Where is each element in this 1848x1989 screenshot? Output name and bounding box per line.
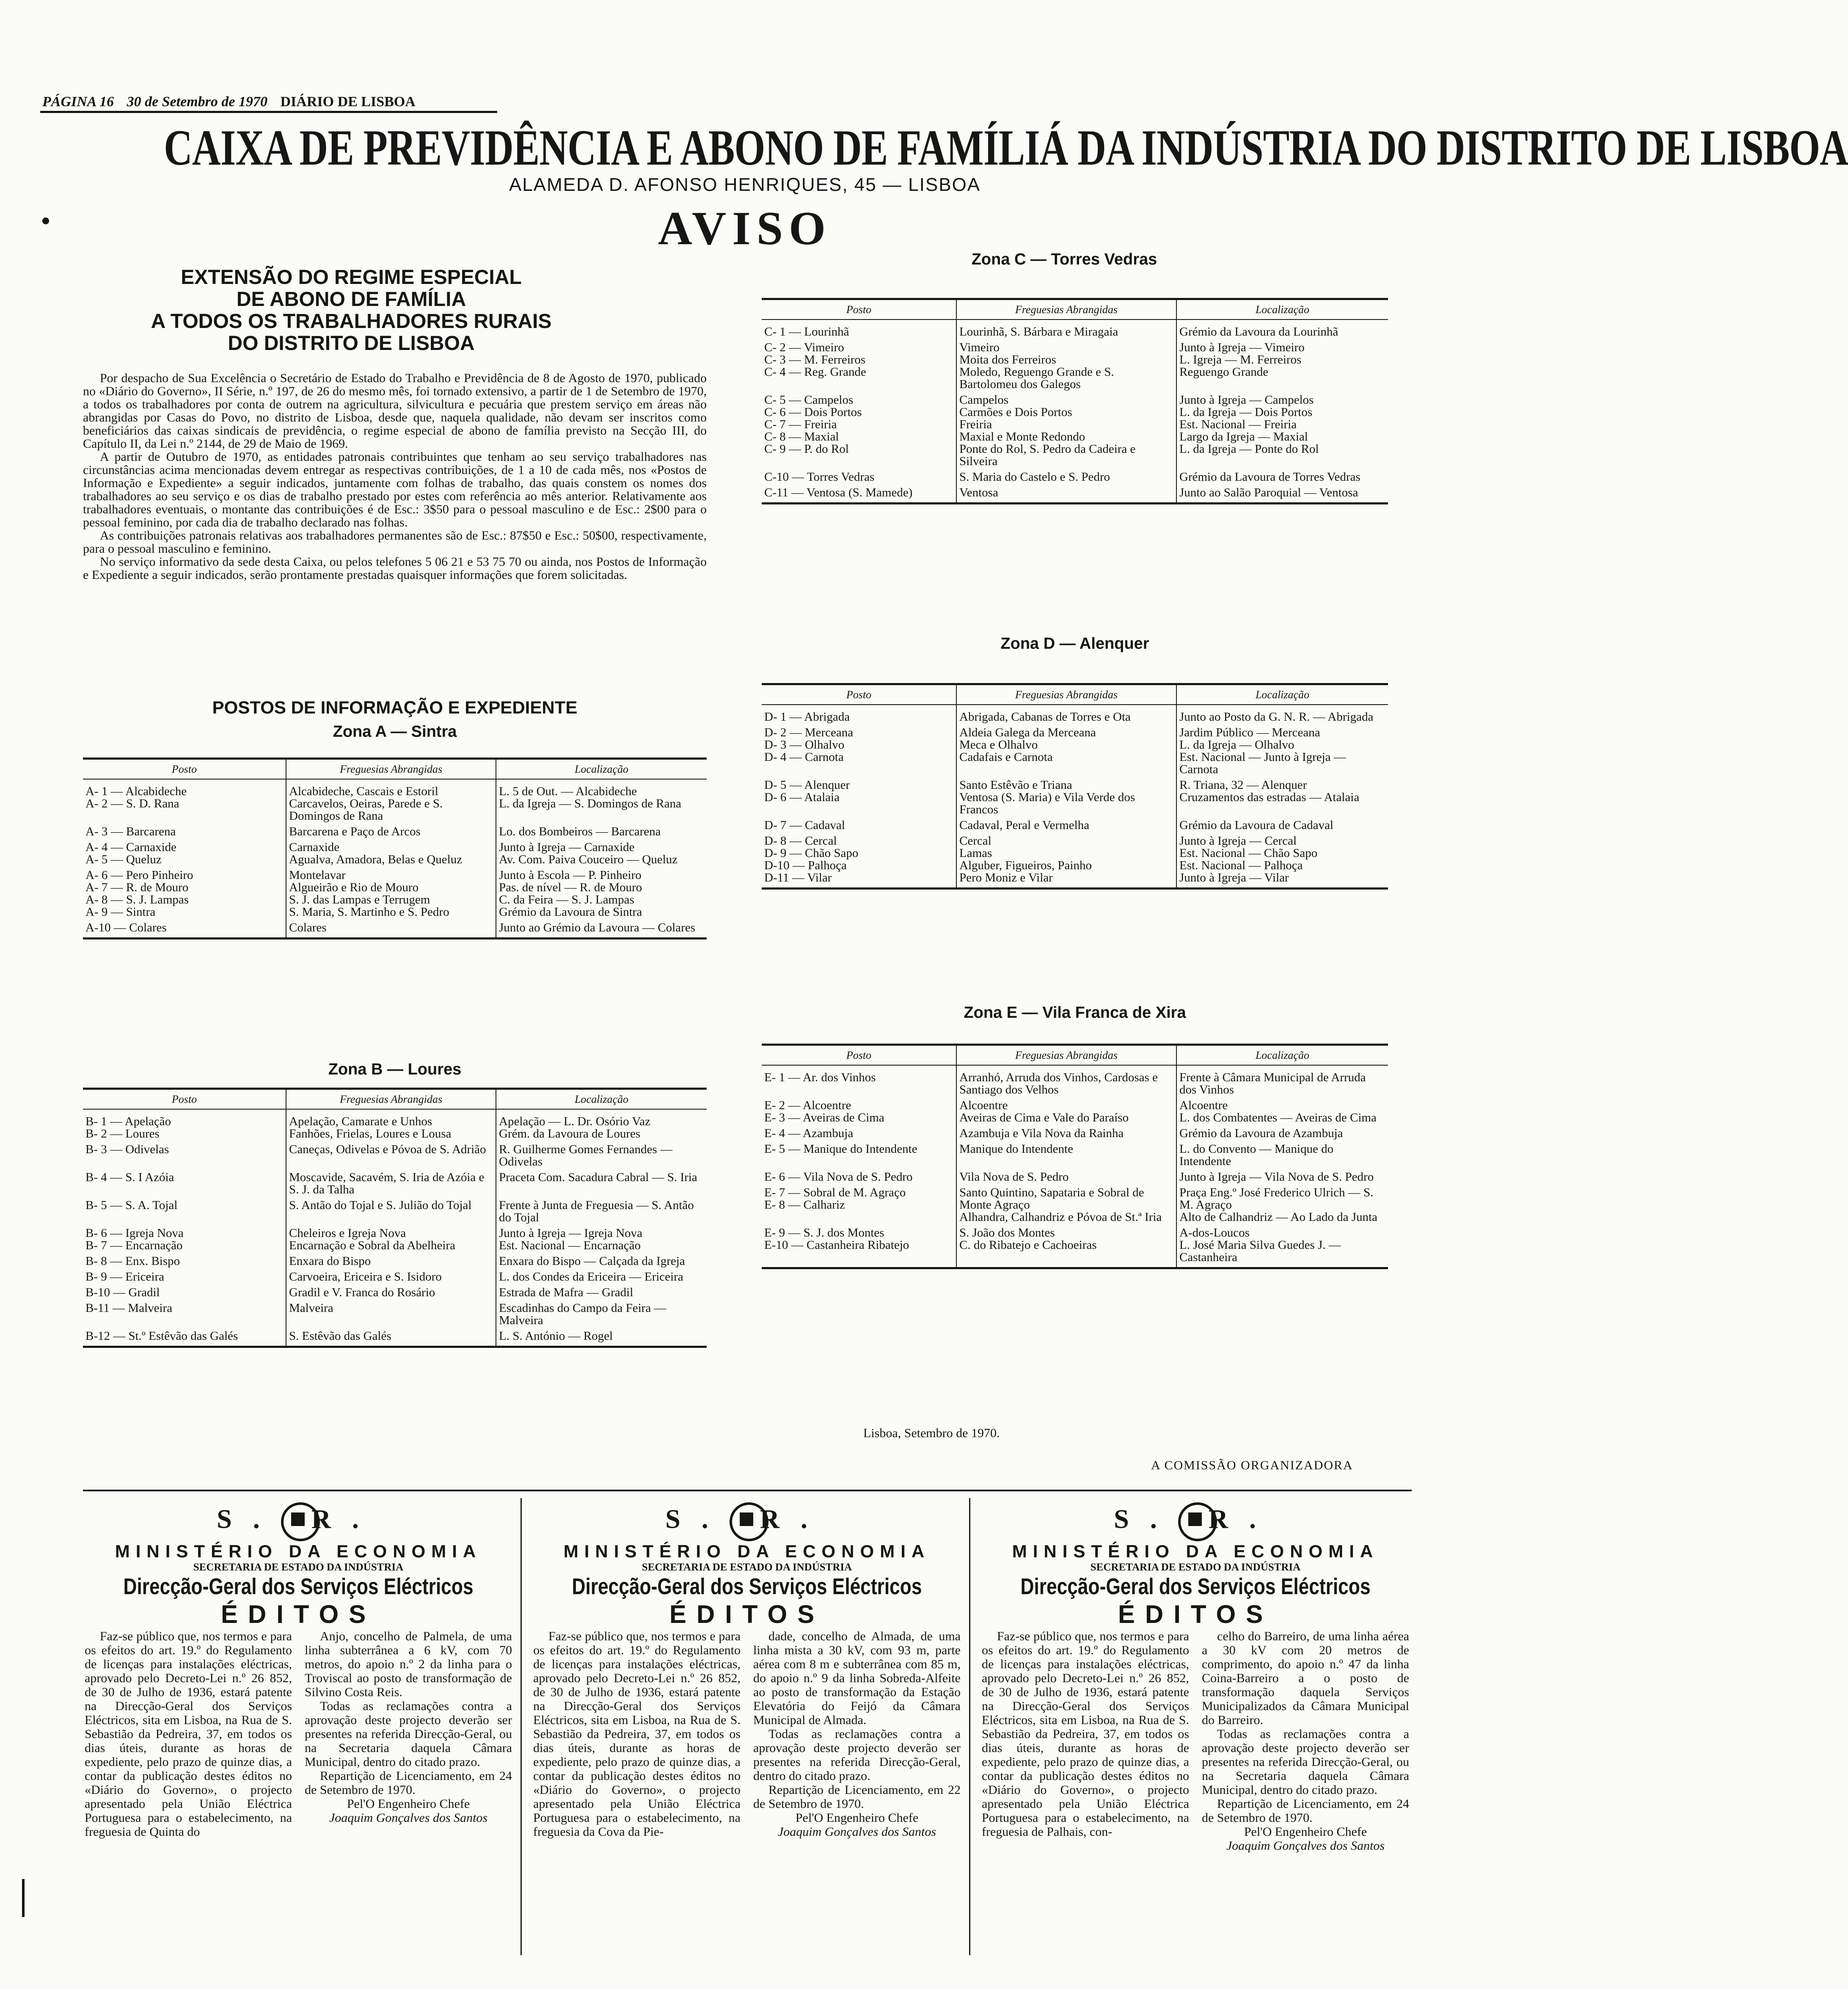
table-row: [83, 1255, 707, 1271]
table-cell-posto: B- 5 — S. A. Tojal: [85, 1198, 178, 1212]
table-row: [83, 869, 707, 922]
column-header-posto: Posto: [762, 1046, 956, 1065]
table-cell-localizacao: Junto ao Grémio da Lavoura — Colares: [496, 922, 707, 937]
table-cell-localizacao: L. S. António — Rogel: [496, 1330, 707, 1346]
table-row: [83, 1302, 707, 1330]
column-header-freguesias: Freguesias Abrangidas: [956, 1046, 1176, 1065]
table-cell-localizacao: R. Triana, 32 — Alenquer Cruzamentos das estradas — Atalaia: [1176, 779, 1388, 819]
column-header-localizacao: Localização: [496, 1090, 707, 1109]
edito-paragraph: dade, concelho de Almada, de uma linha mista a 30 kV, com 93 m, parte aérea com 8 m e subterrânea com 85 m, do apoio n.º 9 da linha Sobreda-Alfeite ao posto de transformação da Estação Elevatória do Feijó da Câmara Municipal de Almada.: [753, 1629, 961, 1727]
table-cell-freguesias: Montelavar Algueirão e Rio de Mouro S. J. das Lampas e Terrugem S. Maria, S. Martinho e S. Pedro: [286, 869, 496, 922]
intro-paragraph: No serviço informativo da sede desta Caixa, ou pelos telefones 5 06 21 e 53 75 70 ou ainda, nos Postos de Informação e Expediente a seguir indicados, serão prontamente prestadas quaisquer informações que forem solicitadas.: [83, 555, 707, 582]
table-cell-localizacao: Praça Eng.º José Frederico Ulrich — S. M. Agraço Alto de Calhandriz — Ao Lado da Junta: [1176, 1187, 1388, 1227]
ministry-name: MINISTÉRIO DA ECONOMIA: [563, 1541, 931, 1561]
table-cell-posto: D- 8 — Cercal D- 9 — Chão Sapo D-10 — Palhoça D-11 — Vilar: [764, 834, 859, 884]
table-cell-freguesias: Enxara do Bispo: [286, 1255, 496, 1271]
direccao-name: Direcção-Geral dos Serviços Eléctricos: [123, 1574, 474, 1599]
signer-name: Joaquim Gonçalves dos Santos: [777, 1825, 936, 1839]
table-row: [762, 1099, 1388, 1127]
table-cell-posto: B- 1 — Apelação B- 2 — Loures: [85, 1115, 171, 1141]
table-cell-freguesias: Cheleiros e Igreja Nova Encarnação e Sobral da Abelheira: [286, 1227, 496, 1255]
table-row: [762, 1065, 1388, 1099]
table-cell-freguesias: Aldeia Galega da Merceana Meca e Olhalvo Cadafais e Carnota: [956, 727, 1176, 779]
table-cell-freguesias: Malveira: [286, 1302, 496, 1330]
sr-right: R.: [760, 1504, 829, 1534]
table-cell-freguesias: Azambuja e Vila Nova da Rainha: [956, 1127, 1176, 1143]
column-header-posto: Posto: [83, 1090, 286, 1109]
signer-title: Pel'O Engenheiro Chefe: [1244, 1825, 1367, 1839]
direccao-name: Direcção-Geral dos Serviços Eléctricos: [1020, 1574, 1371, 1599]
column-header-freguesias: Freguesias Abrangidas: [956, 300, 1176, 320]
zone-d-table: [762, 685, 1388, 887]
crest-icon: [1178, 1502, 1217, 1541]
table-cell-localizacao: Grémio da Lavoura de Cadaval: [1176, 819, 1388, 835]
secretaria-name: SECRETARIA DE ESTADO DA INDÚSTRIA: [193, 1562, 404, 1573]
column-header-localizacao: Localização: [1176, 300, 1388, 320]
table-cell-posto: B- 9 — Ericeira: [85, 1270, 165, 1284]
table-cell-freguesias: Arranhó, Arruda dos Vinhos, Cardosas e Santiago dos Velhos: [956, 1065, 1176, 1099]
institution-address: ALAMEDA D. AFONSO HENRIQUES, 45 — LISBOA: [509, 174, 981, 195]
table-row: [762, 320, 1388, 342]
table-cell-localizacao: Estrada de Mafra — Gradil: [496, 1287, 707, 1302]
edito-column-1: [85, 1629, 292, 1839]
table-cell-freguesias: Vimeiro Moita dos Ferreiros Moledo, Reguengo Grande e S. Bartolomeu dos Galegos: [956, 342, 1176, 394]
table-cell-localizacao: Frente à Câmara Municipal de Arruda dos Vinhos: [1176, 1065, 1388, 1099]
edito-paragraph: Repartição de Licenciamento, em 22 de Setembro de 1970.: [753, 1783, 961, 1811]
table-cell-localizacao: Lo. dos Bombeiros — Barcarena: [496, 826, 707, 841]
table-row: [762, 394, 1388, 471]
secretaria-name: SECRETARIA DE ESTADO DA INDÚSTRIA: [642, 1562, 852, 1573]
zone-d-table-wrap: [762, 683, 1388, 890]
table-cell-posto: B- 6 — Igreja Nova B- 7 — Encarnação: [85, 1226, 184, 1252]
edito-column-2: [1202, 1629, 1409, 1853]
table-cell-freguesias: Alcoentre Aveiras de Cima e Vale do Paraíso: [956, 1099, 1176, 1127]
column-header-posto: Posto: [762, 685, 956, 705]
edito-column-2: [305, 1629, 512, 1825]
edito-paragraph: Repartição de Licenciamento, em 24 de Setembro de 1970.: [305, 1769, 512, 1797]
column-header-posto: Posto: [762, 300, 956, 320]
table-cell-posto: B-12 — St.º Estêvão das Galés: [85, 1329, 238, 1343]
edito-paragraph: celho do Barreiro, de uma linha aérea a 30 kV com 20 metros de comprimento, do apoio n.º 47 da linha Coina-Barreiro a o posto de transformação daquela Serviços Municipalizados da Câmara Municipal do Barreiro.: [1202, 1629, 1409, 1727]
page-number: PÁGINA 16: [42, 94, 114, 110]
table-row: [762, 779, 1388, 819]
closing-place-date: Lisboa, Setembro de 1970.: [863, 1426, 1000, 1440]
intro-heading-line: EXTENSÃO DO REGIME ESPECIAL: [181, 266, 522, 289]
edito-paragraph: Faz-se público que, nos termos e para os efeitos do art. 19.º do Regulamento de licenças para instalações eléctricas, aprovado pelo Decreto-Lei n.º 26 852, de 30 de Julho de 1936, estará patente na Direcção-Geral dos Serviços Eléctricos, sita em Lisboa, na Rua de S. Sebastião da Pedreira, 37, em todos os dias úteis, durante as horas de expediente, pelo prazo de quinze dias, a contar da publicação destes éditos no «Diário do Governo», o projecto apresentado pela União Eléctrica Portuguesa para o estabelecimento, na freguesia de Palhais, con-: [982, 1629, 1189, 1839]
direccao-name: Direcção-Geral dos Serviços Eléctricos: [572, 1574, 922, 1599]
table-row: [83, 1109, 707, 1143]
sr-left: S.: [665, 1504, 730, 1534]
table-row: [762, 471, 1388, 487]
aviso-title: AVISO: [658, 202, 832, 255]
zone-e-rows: [762, 1065, 1388, 1267]
table-row: [83, 1143, 707, 1171]
table-row: [762, 705, 1388, 727]
table-row: [83, 1330, 707, 1346]
table-cell-localizacao: Junto ao Salão Paroquial — Ventosa: [1176, 487, 1388, 502]
table-cell-localizacao: Junto à Igreja — Cercal Est. Nacional — Chão Sapo Est. Nacional — Palhoça Junto à Igreja — Vilar: [1176, 835, 1388, 887]
table-cell-posto: B- 4 — S. I Azóia: [85, 1171, 174, 1184]
table-cell-freguesias: Manique do Intendente: [956, 1143, 1176, 1171]
table-cell-posto: E- 9 — S. J. dos Montes E-10 — Castanheira Ribatejo: [764, 1226, 909, 1252]
table-cell-localizacao: Frente à Junta de Freguesia — S. Antão do Tojal: [496, 1199, 707, 1227]
table-cell-freguesias: S. Antão do Tojal e S. Julião do Tojal: [286, 1199, 496, 1227]
table-cell-posto: A- 6 — Pero Pinheiro A- 7 — R. de Mouro A- 8 — S. J. Lampas A- 9 — Sintra: [85, 868, 193, 919]
table-cell-freguesias: Colares: [286, 922, 496, 937]
column-header-posto: Posto: [83, 760, 286, 779]
intro-paragraph: Por despacho de Sua Excelência o Secretário de Estado do Trabalho e Previdência de 8 de Agosto de 1970, publicado no «Diário do Governo», II Série, n.º 197, de 26 do mesmo mês, foi tornado extensivo, a partir de 1 de Setembro de 1970, a todos os trabalhadores por conta de outrem na agricultura, silvicultura e pecuária que prestem serviço em áreas não abrangidas por Casas do Povo, no distrito de Lisboa, desde que, naquela qualidade, não devam ser inscritos como beneficiários das caixas sindicais de previdência, o regime especial de abono de família previsto na Secção III, do Capítulo II, da Lei n.º 2144, de 29 de Maio de 1969.: [83, 371, 707, 451]
table-row: [83, 826, 707, 841]
table-cell-freguesias: Vila Nova de S. Pedro: [956, 1171, 1176, 1187]
table-cell-posto: E- 6 — Vila Nova de S. Pedro: [764, 1170, 913, 1184]
signer-name: Joaquim Gonçalves dos Santos: [329, 1811, 488, 1825]
table-cell-localizacao: Junto à Igreja — Campelos L. da Igreja — Dois Portos Est. Nacional — Freiria Largo da Igreja — Maxial L. da Igreja — Ponte do Rol: [1176, 394, 1388, 471]
edito-paragraph: Anjo, concelho de Palmela, de uma linha subterrânea a 6 kV, com 70 metros, do apoio n.º 2 da linha para o Troviscal ao posto de transformação de Silvino Costa Reis.: [305, 1629, 512, 1699]
table-cell-localizacao: Junto à Igreja — Vimeiro L. Igreja — M. Ferreiros Reguengo Grande: [1176, 342, 1388, 394]
table-cell-localizacao: Grémio da Lavoura de Torres Vedras: [1176, 471, 1388, 487]
secretaria-name: SECRETARIA DE ESTADO DA INDÚSTRIA: [1090, 1562, 1301, 1573]
table-row: [762, 1171, 1388, 1187]
table-cell-freguesias: S. João dos Montes C. do Ribatejo e Cachoeiras: [956, 1227, 1176, 1267]
zone-c-table: [762, 300, 1388, 502]
sr-emblem: [982, 1502, 1409, 1541]
table-cell-freguesias: Campelos Carmões e Dois Portos Freiria Maxial e Monte Redondo Ponte do Rol, S. Pedro da Cadeira e Silveira: [956, 394, 1176, 471]
table-cell-freguesias: Alcabideche, Cascais e Estoril Carcavelos, Oeiras, Parede e S. Domingos de Rana: [286, 779, 496, 826]
table-cell-localizacao: L. do Convento — Manique do Intendente: [1176, 1143, 1388, 1171]
intro-body: [83, 372, 707, 581]
table-cell-posto: E- 2 — Alcoentre E- 3 — Aveiras de Cima: [764, 1099, 884, 1124]
intro-heading: [140, 267, 563, 355]
table-cell-freguesias: S. Maria do Castelo e S. Pedro: [956, 471, 1176, 487]
editos-title: ÉDITOS: [1118, 1600, 1273, 1628]
crest-icon: [281, 1502, 320, 1541]
table-row: [762, 1127, 1388, 1143]
zone-b-table: [83, 1090, 707, 1346]
zone-d-title: Zona D — Alenquer: [1000, 635, 1149, 653]
sr-left: S.: [1114, 1504, 1178, 1534]
table-row: [83, 1271, 707, 1287]
editos-title: ÉDITOS: [669, 1600, 825, 1628]
table-cell-localizacao: Junto à Escola — P. Pinheiro Pas. de nível — R. de Mouro C. da Feira — S. J. Lampas Grémio da Lavoura de Sintra: [496, 869, 707, 922]
table-cell-freguesias: Caneças, Odivelas e Póvoa de S. Adrião: [286, 1143, 496, 1171]
intro-paragraph: A partir de Outubro de 1970, as entidades patronais contribuintes que tenham ao seu serviço trabalhadores nas circunstâncias acima mencionadas devem entregar as respectivas contribuições, de 1 a 10 de cada mês, nos «Postos de Informação e Expediente» a seguir indicados, juntamente com folhas de trabalho, das quais constem os nomes dos trabalhadores ao seu serviço e os dias de trabalho prestado por estes com referência ao mês anterior. Relativamente aos trabalhadores eventuais, o montante das contribuições é de Esc.: 3$50 para o pessoal masculino e de Esc.: 2$00 para o pessoal feminino, por cada dia de trabalho declarado nas folhas.: [83, 450, 707, 529]
column-header-localizacao: Localização: [1176, 685, 1388, 705]
sr-emblem: [533, 1502, 961, 1541]
table-cell-posto: A- 1 — Alcabideche A- 2 — S. D. Rana: [85, 785, 187, 810]
zone-e-table: [762, 1046, 1388, 1267]
table-cell-localizacao: L. 5 de Out. — Alcabideche L. da Igreja — S. Domingos de Rana: [496, 779, 707, 826]
table-cell-posto: C-10 — Torres Vedras: [764, 470, 875, 484]
column-header-freguesias: Freguesias Abrangidas: [286, 760, 496, 779]
page-date: 30 de Setembro de 1970: [127, 94, 267, 110]
zone-b-table-wrap: [83, 1088, 707, 1348]
edito-paragraph: Todas as reclamações contra a aprovação deste projecto deverão ser presentes na referida Direcção-Geral, ou na Secretaria daquela Câmara Municipal, dentro do citado prazo.: [305, 1699, 512, 1769]
edito-paragraph: Todas as reclamações contra a aprovação deste projecto deverão ser presentes na referida Direcção-Geral, dentro do citado prazo.: [753, 1727, 961, 1783]
edito-paragraph: Repartição de Licenciamento, em 24 de Setembro de 1970.: [1202, 1797, 1409, 1825]
column-divider: [969, 1498, 970, 1955]
column-header-localizacao: Localização: [496, 760, 707, 779]
zone-b-rows: [83, 1109, 707, 1346]
running-head-rule: [40, 111, 497, 113]
table-row: [762, 1187, 1388, 1227]
table-cell-localizacao: Junto ao Posto da G. N. R. — Abrigada: [1176, 705, 1388, 727]
table-cell-freguesias: S. Estêvão das Galés: [286, 1330, 496, 1346]
margin-mark: [22, 1879, 25, 1917]
zone-c-rows: [762, 320, 1388, 502]
intro-heading-line: A TODOS OS TRABALHADORES RURAIS: [151, 310, 552, 333]
sr-right: R.: [311, 1504, 380, 1534]
table-cell-posto: E- 1 — Ar. dos Vinhos: [764, 1071, 876, 1084]
table-row: [762, 835, 1388, 887]
sr-emblem: [85, 1502, 512, 1541]
table-cell-posto: B-11 — Malveira: [85, 1301, 173, 1315]
table-cell-freguesias: Moscavide, Sacavém, S. Iria de Azóia e S. J. da Talha: [286, 1171, 496, 1199]
intro-heading-line: DE ABONO DE FAMÍLIA: [236, 288, 466, 311]
zone-e-table-wrap: [762, 1044, 1388, 1269]
table-cell-localizacao: Grémio da Lavoura de Azambuja: [1176, 1127, 1388, 1143]
table-cell-localizacao: R. Guilherme Gomes Fernandes — Odivelas: [496, 1143, 707, 1171]
table-row: [762, 1227, 1388, 1267]
intro-paragraph: As contribuições patronais relativas aos trabalhadores permanentes são de Esc.: 87$50 e Esc.: 50$00, respectivamente, para o pessoal masculino e feminino.: [83, 529, 707, 556]
table-row: [762, 727, 1388, 779]
edito-column-2: [753, 1629, 961, 1839]
sr-right: R.: [1208, 1504, 1277, 1534]
crest-icon: [730, 1502, 768, 1541]
table-cell-posto: D- 2 — Merceana D- 3 — Olhalvo D- 4 — Carnota: [764, 726, 854, 764]
edito-paragraph: Faz-se público que, nos termos e para os efeitos do art. 19.º do Regulamento de licenças para instalações eléctricas, aprovado pelo Decreto-Lei n.º 26 852, de 30 de Julho de 1936, estará patente na Direcção-Geral dos Serviços Eléctricos, sita em Lisboa, na Rua de S. Sebastião da Pedreira, 37, em todos os dias úteis, durante as horas de expediente, pelo prazo de quinze dias, a contar da publicação destes éditos no «Diário do Governo», o projecto apresentado pela União Eléctrica Portuguesa para o estabelecimento, na freguesia da Cova da Pie-: [533, 1629, 741, 1839]
intro-heading-line: DO DISTRITO DE LISBOA: [228, 332, 475, 355]
zone-a-table-wrap: [83, 758, 707, 939]
edito-paragraph: Todas as reclamações contra a aprovação deste projecto deverão ser presentes na referida Direcção-Geral, ou na Secretaria daquela Câmara Municipal, dentro do citado prazo.: [1202, 1727, 1409, 1797]
table-cell-posto: C- 5 — Campelos C- 6 — Dois Portos C- 7 — Freiria C- 8 — Maxial C- 9 — P. do Rol: [764, 393, 862, 456]
ministry-name: MINISTÉRIO DA ECONOMIA: [1012, 1541, 1379, 1561]
zone-d-rows: [762, 705, 1388, 887]
table-cell-freguesias: Barcarena e Paço de Arcos: [286, 826, 496, 841]
edito-block: [85, 1502, 512, 1629]
table-cell-localizacao: Junto à Igreja — Vila Nova de S. Pedro: [1176, 1171, 1388, 1187]
ministry-name: MINISTÉRIO DA ECONOMIA: [115, 1541, 482, 1561]
edito-column-1: [533, 1629, 741, 1839]
zone-e-title: Zona E — Vila Franca de Xira: [964, 1004, 1186, 1022]
table-row: [762, 819, 1388, 835]
zone-b-title: Zona B — Loures: [328, 1061, 462, 1078]
postos-heading: POSTOS DE INFORMAÇÃO E EXPEDIENTE: [212, 697, 578, 717]
editos-divider: [83, 1490, 1412, 1491]
edito-block: [982, 1502, 1409, 1629]
edito-column-1: [982, 1629, 1189, 1839]
table-cell-posto: D- 7 — Cadaval: [764, 818, 845, 832]
table-row: [83, 1171, 707, 1199]
table-cell-localizacao: Grémio da Lavoura da Lourinhã: [1176, 320, 1388, 342]
table-cell-localizacao: Junto à Igreja — Igreja Nova Est. Nacional — Encarnação: [496, 1227, 707, 1255]
table-cell-posto: E- 5 — Manique do Intendente: [764, 1142, 917, 1156]
table-cell-freguesias: Ventosa: [956, 487, 1176, 502]
table-cell-posto: A- 4 — Carnaxide A- 5 — Queluz: [85, 840, 177, 866]
institution-title: CAIXA DE PREVIDÊNCIA E ABONO DE FAMÍLIÁ DA INDÚSTRIA DO DISTRITO DE LISBOA: [164, 119, 1848, 176]
table-cell-freguesias: Abrigada, Cabanas de Torres e Ota: [956, 705, 1176, 727]
table-row: [762, 1143, 1388, 1171]
running-head: [42, 94, 425, 110]
table-row: [83, 922, 707, 937]
signer-name: Joaquim Gonçalves dos Santos: [1226, 1839, 1385, 1853]
signer-title: Pel'O Engenheiro Chefe: [795, 1811, 919, 1825]
table-cell-freguesias: Cadaval, Peral e Vermelha: [956, 819, 1176, 835]
signer-title: Pel'O Engenheiro Chefe: [347, 1797, 470, 1811]
table-cell-localizacao: Praceta Com. Sacadura Cabral — S. Iria: [496, 1171, 707, 1199]
zone-c-title: Zona C — Torres Vedras: [971, 251, 1157, 268]
edito-block: [533, 1502, 961, 1629]
table-cell-freguesias: Gradil e V. Franca do Rosário: [286, 1287, 496, 1302]
table-cell-localizacao: Jardim Público — Merceana L. da Igreja — Olhalvo Est. Nacional — Junto à Igreja — Carnota: [1176, 727, 1388, 779]
table-row: [83, 779, 707, 826]
table-cell-localizacao: A-dos-Loucos L. José Maria Silva Guedes J. — Castanheira: [1176, 1227, 1388, 1267]
table-cell-freguesias: Carnaxide Agualva, Amadora, Belas e Queluz: [286, 841, 496, 869]
table-row: [83, 841, 707, 869]
newspaper-name: DIÁRIO DE LISBOA: [280, 94, 416, 110]
table-cell-posto: B- 3 — Odivelas: [85, 1143, 169, 1156]
table-cell-freguesias: Carvoeira, Ericeira e S. Isidoro: [286, 1271, 496, 1287]
edito-paragraph: Faz-se público que, nos termos e para os efeitos do art. 19.º do Regulamento de licenças para instalações eléctricas, aprovado pelo Decreto-Lei n.º 26 852, de 30 de Julho de 1936, estará patente na Direcção-Geral dos Serviços Eléctricos, sita em Lisboa, na Rua de S. Sebastião da Pedreira, 37, em todos os dias úteis, durante as horas de expediente, pelo prazo de quinze dias, a contar da publicação destes éditos no «Diário do Governo», o projecto apresentado pela União Eléctrica Portuguesa para o estabelecimento, na freguesia de Quinta do: [85, 1629, 292, 1839]
table-cell-localizacao: Junto à Igreja — Carnaxide Av. Com. Paiva Couceiro — Queluz: [496, 841, 707, 869]
table-cell-posto: E- 7 — Sobral de M. Agraço E- 8 — Calhariz: [764, 1186, 906, 1212]
table-cell-freguesias: Santo Estêvão e Triana Ventosa (S. Maria) e Vila Verde dos Francos: [956, 779, 1176, 819]
table-cell-posto: D- 1 — Abrigada: [764, 710, 850, 724]
sr-left: S.: [217, 1504, 281, 1534]
column-header-freguesias: Freguesias Abrangidas: [286, 1090, 496, 1109]
editos-title: ÉDITOS: [220, 1600, 376, 1628]
table-row: [762, 342, 1388, 394]
table-cell-localizacao: Alcoentre L. dos Combatentes — Aveiras de Cima: [1176, 1099, 1388, 1127]
table-cell-posto: C- 2 — Vimeiro C- 3 — M. Ferreiros C- 4 — Reg. Grande: [764, 341, 866, 379]
column-header-localizacao: Localização: [1176, 1046, 1388, 1065]
column-header-freguesias: Freguesias Abrangidas: [956, 685, 1176, 705]
table-cell-localizacao: Escadinhas do Campo da Feira — Malveira: [496, 1302, 707, 1330]
table-cell-posto: C-11 — Ventosa (S. Mamede): [764, 486, 913, 499]
table-row: [762, 487, 1388, 502]
table-cell-posto: E- 4 — Azambuja: [764, 1127, 854, 1140]
table-cell-freguesias: Cercal Lamas Alguber, Figueiros, Painho Pero Moniz e Vilar: [956, 835, 1176, 887]
table-cell-posto: A-10 — Colares: [85, 921, 167, 934]
table-cell-posto: B-10 — Gradil: [85, 1286, 160, 1299]
table-row: [83, 1287, 707, 1302]
table-row: [83, 1227, 707, 1255]
table-cell-localizacao: Enxara do Bispo — Calçada da Igreja: [496, 1255, 707, 1271]
table-cell-freguesias: Apelação, Camarate e Unhos Fanhões, Frielas, Loures e Lousa: [286, 1109, 496, 1143]
table-cell-posto: B- 8 — Enx. Bispo: [85, 1254, 180, 1268]
zone-c-table-wrap: [762, 298, 1388, 504]
closing-signature: A COMISSÃO ORGANIZADORA: [1151, 1458, 1353, 1472]
table-cell-localizacao: L. dos Condes da Ericeira — Ericeira: [496, 1271, 707, 1287]
table-row: [83, 1199, 707, 1227]
table-cell-posto: C- 1 — Lourinhã: [764, 325, 849, 339]
zone-a-table: [83, 760, 707, 937]
table-cell-posto: D- 5 — Alenquer D- 6 — Atalaia: [764, 778, 850, 804]
column-divider: [521, 1498, 522, 1955]
table-cell-freguesias: Lourinhã, S. Bárbara e Miragaia: [956, 320, 1176, 342]
zone-a-title: Zona A — Sintra: [333, 723, 457, 741]
table-cell-freguesias: Santo Quintino, Sapataria e Sobral de Monte Agraço Alhandra, Calhandriz e Póvoa de St.ª Iria: [956, 1187, 1176, 1227]
zone-a-rows: [83, 779, 707, 937]
table-cell-posto: A- 3 — Barcarena: [85, 825, 176, 838]
table-cell-localizacao: Apelação — L. Dr. Osório Vaz Grém. da Lavoura de Loures: [496, 1109, 707, 1143]
